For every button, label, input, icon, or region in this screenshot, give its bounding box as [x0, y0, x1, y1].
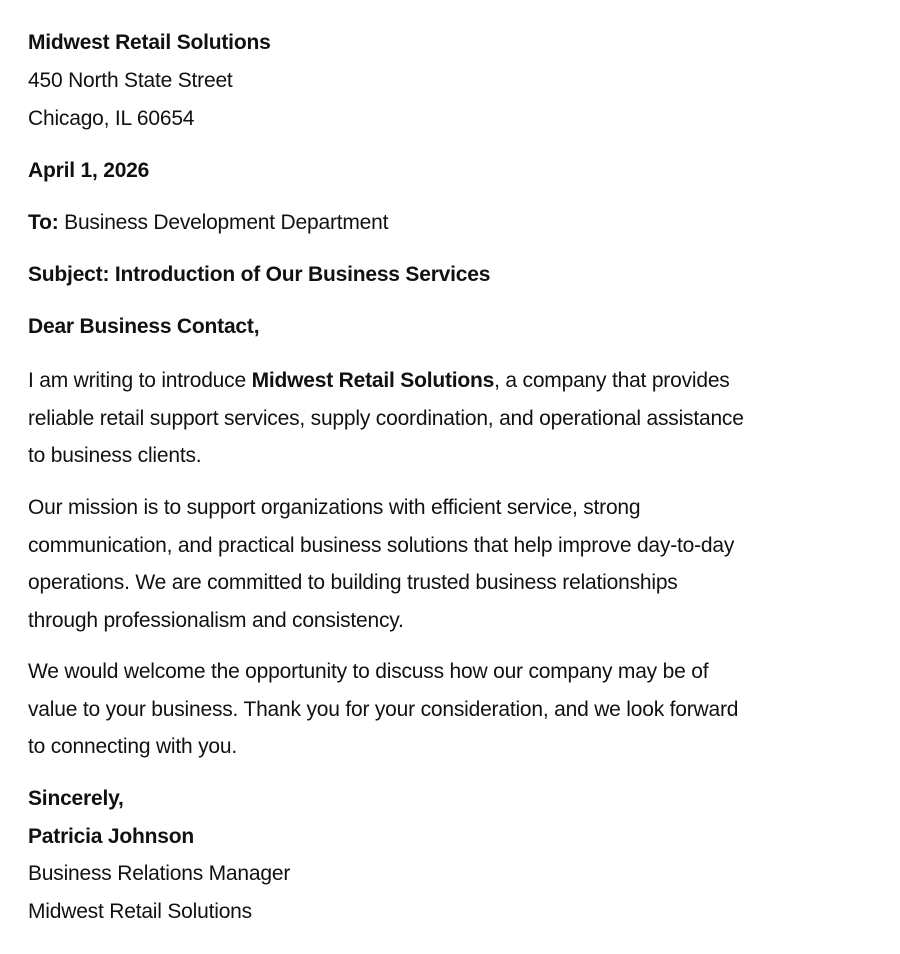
- recipient-value: Business Development Department: [64, 211, 389, 234]
- sender-city-state-zip: Chicago, IL 60654: [28, 107, 195, 130]
- intro-company-name: Midwest Retail Solutions: [251, 369, 495, 392]
- signature-title: Business Relations Manager: [28, 862, 291, 885]
- closing-paragraph: [28, 653, 878, 766]
- closing-line-3: to connecting with you.: [28, 735, 238, 759]
- mission-line-4: through professionalism and consistency.: [28, 608, 404, 632]
- closing-line-1: We would welcome the opportunity to discuss how our company may be of: [28, 660, 709, 683]
- sender-company: Midwest Retail Solutions: [28, 31, 271, 54]
- intro-line-1: [28, 362, 878, 400]
- intro-line-3: to business clients.: [28, 444, 202, 468]
- mission-line-3: operations. We are committed to building trusted business relationships: [28, 571, 678, 595]
- signature-closing: Sincerely,: [28, 787, 124, 810]
- recipient-line: [28, 204, 388, 242]
- mission-line-1: Our mission is to support organizations with efficient service, strong: [28, 496, 641, 519]
- letter-date: April 1, 2026: [28, 159, 150, 182]
- subject-line: Subject: Introduction of Our Business Services: [28, 263, 491, 286]
- signature-company: Midwest Retail Solutions: [28, 900, 252, 923]
- intro-paragraph: [28, 362, 878, 475]
- signature-name: Patricia Johnson: [28, 825, 195, 848]
- mission-paragraph: [28, 489, 878, 639]
- recipient-label: To:: [28, 211, 59, 234]
- intro-prefix: I am writing to introduce: [28, 369, 252, 392]
- mission-line-2: communication, and practical business solutions that help improve day-to-day: [28, 533, 735, 557]
- salutation: Dear Business Contact,: [28, 315, 260, 338]
- intro-suffix: , a company that provides: [494, 369, 730, 392]
- closing-line-2: value to your business. Thank you for your consideration, and we look forward: [28, 697, 739, 721]
- sender-street: 450 North State Street: [28, 69, 233, 92]
- intro-line-2: reliable retail support services, supply coordination, and operational assistance: [28, 406, 744, 430]
